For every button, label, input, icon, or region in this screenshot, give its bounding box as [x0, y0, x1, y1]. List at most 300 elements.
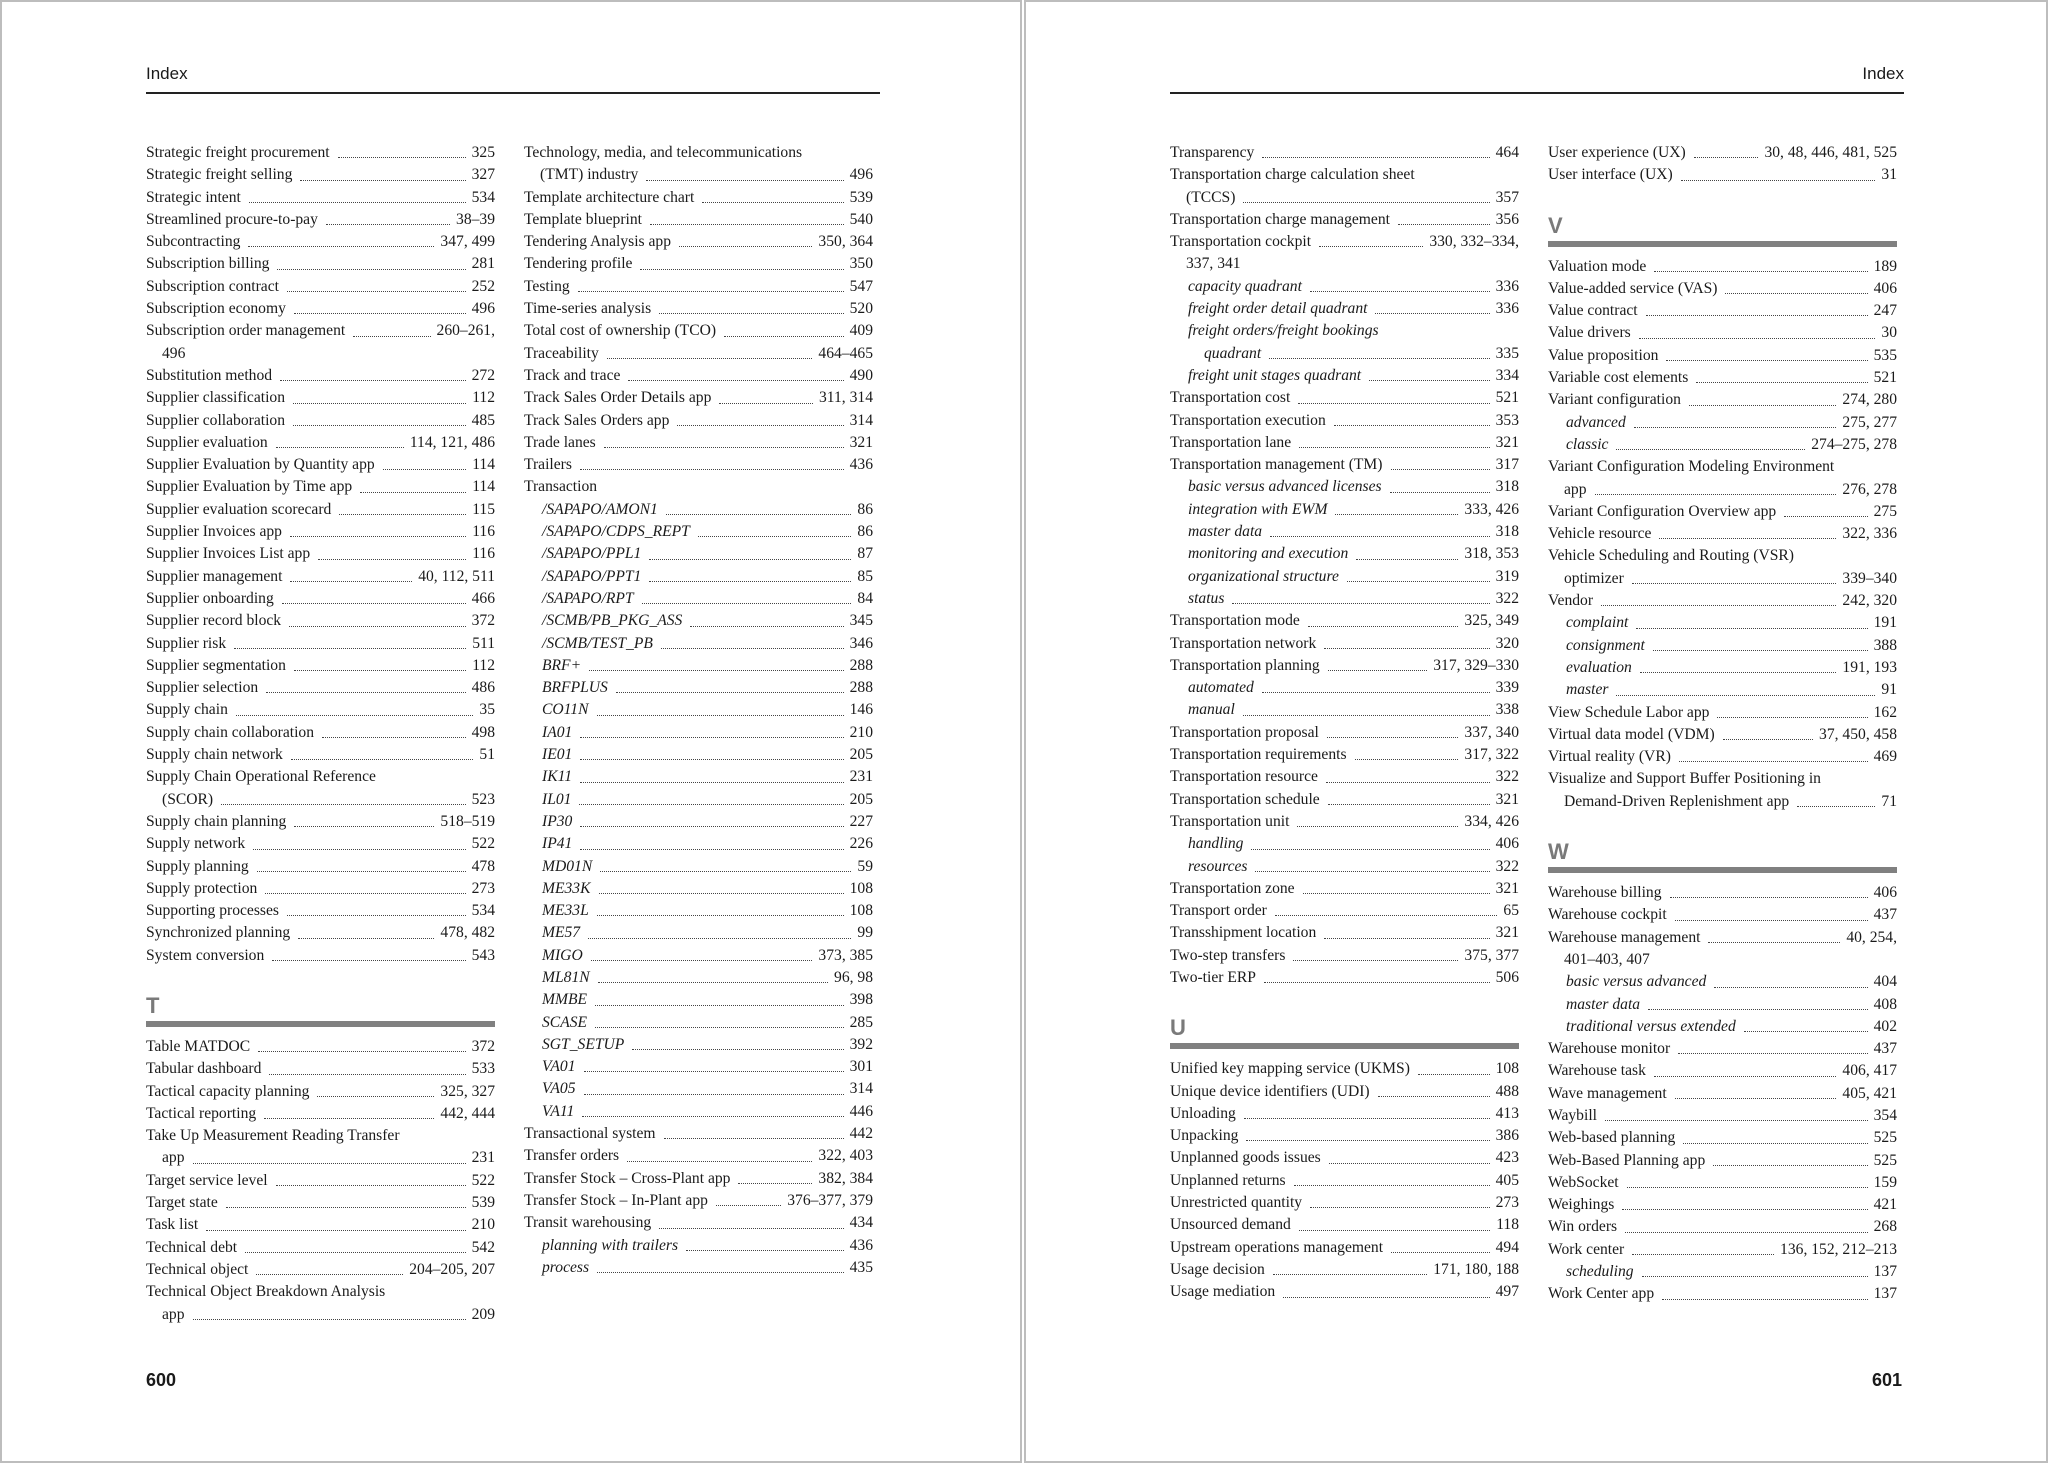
dot-leader	[317, 1096, 434, 1097]
dot-leader	[666, 514, 852, 515]
index-term: Subscription order management	[146, 322, 346, 340]
dot-leader	[719, 403, 813, 404]
index-entry	[524, 209, 873, 231]
index-entry	[1170, 1214, 1519, 1236]
dot-leader	[1744, 1031, 1868, 1032]
page-reference: 533	[471, 1060, 495, 1078]
index-entry	[1548, 523, 1897, 545]
dot-leader	[607, 358, 813, 359]
index-term: consignment	[1566, 636, 1645, 654]
dot-leader	[258, 1051, 465, 1052]
index-subentry	[1170, 499, 1519, 521]
index-term: Wave management	[1548, 1084, 1667, 1102]
page-reference: 91	[1881, 681, 1897, 699]
index-entry	[1170, 231, 1519, 253]
index-entry	[524, 387, 873, 409]
page-reference: 386	[1495, 1127, 1519, 1145]
index-term: Supplier Evaluation by Quantity app	[146, 456, 375, 474]
index-term: Work Center app	[1548, 1285, 1655, 1303]
page-reference: 539	[849, 188, 873, 206]
dot-leader	[702, 202, 843, 203]
index-term: Tendering profile	[524, 255, 633, 273]
page-reference: 334	[1495, 366, 1519, 384]
index-subentry	[1170, 365, 1519, 387]
index-entry	[1548, 1172, 1897, 1194]
page-reference: 114	[472, 478, 495, 496]
index-term: Supplier evaluation scorecard	[146, 500, 332, 518]
page-reference: 35	[479, 701, 495, 719]
page-reference: 210	[471, 1216, 495, 1234]
page-reference: 247	[1873, 302, 1897, 320]
index-entry	[1170, 900, 1519, 922]
page-reference: 322	[1495, 589, 1519, 607]
index-entry	[1548, 456, 1897, 478]
index-entry	[146, 566, 495, 588]
index-entry	[1548, 479, 1897, 501]
dot-leader	[595, 1005, 844, 1006]
dot-leader	[277, 269, 465, 270]
page-reference: 497	[1495, 1283, 1519, 1301]
dot-leader	[1327, 737, 1459, 738]
index-term: MIGO	[542, 946, 583, 964]
dot-leader	[1246, 1140, 1489, 1141]
index-term: Transport order	[1170, 902, 1267, 920]
index-entry	[146, 1147, 495, 1169]
index-term: /SAPAPO/PPL1	[542, 545, 642, 563]
index-term: classic	[1566, 435, 1609, 453]
index-entry	[146, 1237, 495, 1259]
index-term: Supplier record block	[146, 612, 282, 630]
index-entry	[1170, 922, 1519, 944]
index-term: Subscription billing	[146, 255, 270, 273]
index-entry	[146, 811, 495, 833]
dot-leader	[580, 826, 843, 827]
page-reference: 146	[849, 701, 873, 719]
index-column	[146, 142, 495, 1326]
index-term: Technical object	[146, 1260, 249, 1278]
page-reference: 191, 193	[1842, 658, 1897, 676]
index-term: Target state	[146, 1194, 218, 1212]
page-reference: 99	[857, 924, 873, 942]
index-entry	[1170, 142, 1519, 164]
page-reference: 345	[849, 612, 873, 630]
index-term: Supplier Invoices app	[146, 523, 282, 541]
index-entry	[524, 231, 873, 253]
page-reference: 322	[1495, 768, 1519, 786]
index-term: (SCOR)	[162, 790, 214, 808]
index-term: Value contract	[1548, 302, 1638, 320]
dot-leader	[257, 871, 466, 872]
page-reference: 205	[849, 790, 873, 808]
index-subentry	[524, 922, 873, 944]
page-reference: 108	[1495, 1060, 1519, 1078]
dot-leader	[226, 1207, 466, 1208]
index-term: VA05	[542, 1080, 576, 1098]
page-reference: 311, 314	[819, 389, 873, 407]
index-term: Variable cost elements	[1548, 369, 1689, 387]
page-reference: 406	[1873, 279, 1897, 297]
page-reference: 435	[849, 1258, 873, 1276]
index-term: app	[162, 1305, 185, 1323]
dot-leader	[383, 469, 467, 470]
index-term: Warehouse cockpit	[1548, 906, 1667, 924]
page-reference: 534	[471, 188, 495, 206]
page-reference: 335	[1495, 344, 1519, 362]
index-entry	[146, 833, 495, 855]
index-entry	[146, 365, 495, 387]
dot-leader	[1670, 897, 1868, 898]
index-subentry	[1170, 566, 1519, 588]
dot-leader	[276, 1185, 466, 1186]
dot-leader	[265, 893, 465, 894]
index-entry	[524, 343, 873, 365]
index-term: Transportation execution	[1170, 411, 1326, 429]
index-term: freight unit stages quadrant	[1188, 366, 1362, 384]
index-term: IL01	[542, 790, 572, 808]
index-term: Vehicle Scheduling and Routing (VSR)	[1548, 547, 1795, 565]
page-reference: 436	[849, 1236, 873, 1254]
index-entry	[1170, 187, 1519, 209]
dot-leader	[1355, 759, 1459, 760]
index-term: Unique device identifiers (UDI)	[1170, 1082, 1370, 1100]
page-number: 600	[146, 1370, 177, 1390]
index-entry	[1170, 610, 1519, 632]
page-reference: 275, 277	[1842, 413, 1897, 431]
page-reference: 535	[1873, 346, 1897, 364]
dot-leader	[1662, 1299, 1867, 1300]
dot-leader	[1627, 1187, 1868, 1188]
index-subentry	[1170, 343, 1519, 365]
page-reference: 356	[1495, 210, 1519, 228]
page-reference: 347, 499	[440, 233, 495, 251]
page-reference: 404	[1873, 973, 1897, 991]
page-reference: 51	[479, 746, 495, 764]
index-subentry	[524, 588, 873, 610]
index-entry	[1548, 927, 1897, 949]
index-term: Synchronized planning	[146, 924, 291, 942]
dot-leader	[1347, 581, 1490, 582]
index-term: Total cost of ownership (TCO)	[524, 322, 717, 340]
index-entry	[1548, 1105, 1897, 1127]
dot-leader	[1689, 405, 1836, 406]
index-term: /SAPAPO/RPT	[542, 589, 634, 607]
dot-leader	[661, 648, 844, 649]
index-term: master	[1566, 681, 1609, 699]
index-entry	[146, 454, 495, 476]
index-entry	[524, 320, 873, 342]
index-column	[1170, 142, 1519, 1304]
dot-leader	[1319, 246, 1423, 247]
section-letter: U	[1170, 1015, 1519, 1049]
dot-leader	[640, 269, 843, 270]
index-term: Trailers	[524, 456, 572, 474]
index-subentry	[1170, 476, 1519, 498]
index-term: Virtual data model (VDM)	[1548, 725, 1715, 743]
page-reference: 209	[471, 1305, 495, 1323]
dot-leader	[1244, 1118, 1490, 1119]
index-term: Tactical reporting	[146, 1104, 257, 1122]
page-reference: 260–261,	[436, 322, 495, 340]
page-reference: 159	[1873, 1173, 1897, 1191]
index-term: VA01	[542, 1058, 576, 1076]
page-reference: 319	[1495, 567, 1519, 585]
page-reference: 276, 278	[1842, 480, 1897, 498]
dot-leader	[1694, 157, 1759, 158]
index-entry	[1548, 1038, 1897, 1060]
dot-leader	[582, 1116, 843, 1117]
index-term: Transfer Stock – Cross-Plant app	[524, 1169, 731, 1187]
page-reference: 353	[1495, 411, 1519, 429]
dot-leader	[1675, 920, 1868, 921]
index-entry	[524, 276, 873, 298]
index-entry	[146, 298, 495, 320]
dot-leader	[234, 648, 466, 649]
page-reference: 137	[1873, 1285, 1897, 1303]
page-reference: 252	[471, 277, 495, 295]
dot-leader	[580, 849, 843, 850]
index-subentry	[1548, 1261, 1897, 1283]
index-entry	[1548, 768, 1897, 790]
index-entry	[146, 1304, 495, 1326]
index-term: Transportation charge management	[1170, 210, 1390, 228]
dot-leader	[1683, 1143, 1867, 1144]
dot-leader	[649, 581, 851, 582]
index-subentry	[1548, 612, 1897, 634]
index-term: Transportation resource	[1170, 768, 1318, 786]
page-reference: 327	[471, 166, 495, 184]
index-term: Track Sales Orders app	[524, 411, 670, 429]
index-entry	[1170, 1147, 1519, 1169]
dot-leader	[249, 202, 466, 203]
index-entry	[524, 410, 873, 432]
page-reference: 321	[1495, 924, 1519, 942]
index-entry	[146, 900, 495, 922]
index-term: Weighings	[1548, 1196, 1615, 1214]
index-entry	[146, 253, 495, 275]
index-term: User interface (UX)	[1548, 166, 1673, 184]
page-reference: 346	[849, 634, 873, 652]
index-entry	[146, 1058, 495, 1080]
page-reference: 38–39	[456, 210, 495, 228]
page-reference: 350	[849, 255, 873, 273]
index-term: Unsourced demand	[1170, 1216, 1291, 1234]
index-entry	[1548, 746, 1897, 768]
page-reference: 464	[1495, 144, 1519, 161]
page-reference: 372	[471, 1037, 495, 1055]
index-entry	[1548, 1150, 1897, 1172]
index-entry	[146, 945, 495, 967]
dot-leader	[584, 1071, 844, 1072]
dot-leader	[632, 1049, 843, 1050]
dot-leader	[1634, 427, 1837, 428]
dot-leader	[1275, 915, 1498, 916]
dot-leader	[1255, 871, 1489, 872]
index-subentry	[524, 722, 873, 744]
page-reference: 498	[471, 723, 495, 741]
dot-leader	[600, 871, 851, 872]
dot-leader	[642, 603, 852, 604]
index-term: complaint	[1566, 614, 1629, 632]
dot-leader	[1654, 1076, 1837, 1077]
index-term: Unpacking	[1170, 1127, 1239, 1145]
index-entry	[524, 164, 873, 186]
page-reference: 413	[1495, 1104, 1519, 1122]
page-reference: 337, 340	[1464, 723, 1519, 741]
page-reference: 118	[1496, 1216, 1519, 1234]
index-term: /SCMB/PB_PKG_ASS	[542, 612, 683, 630]
index-term: Win orders	[1548, 1218, 1618, 1236]
index-entry	[146, 276, 495, 298]
index-entry	[146, 878, 495, 900]
page-reference: 321	[1495, 433, 1519, 451]
index-term: Transparency	[1170, 144, 1255, 161]
page-reference: 520	[849, 300, 873, 318]
dot-leader	[1303, 893, 1490, 894]
dot-leader	[591, 960, 813, 961]
page-reference: 108	[849, 902, 873, 920]
page-reference: 321	[1495, 879, 1519, 897]
dot-leader	[298, 938, 434, 939]
index-term: Technical debt	[146, 1238, 238, 1256]
page-reference: 423	[1495, 1149, 1519, 1167]
index-term: Testing	[524, 277, 570, 295]
page-reference: 388	[1873, 636, 1897, 654]
page-reference: 115	[472, 500, 495, 518]
dot-leader	[738, 1183, 812, 1184]
dot-leader	[1329, 1163, 1490, 1164]
section-letter: T	[146, 993, 495, 1027]
dot-leader	[326, 224, 450, 225]
dot-leader	[1328, 670, 1428, 671]
index-subentry	[1548, 635, 1897, 657]
page-reference: 496	[849, 166, 873, 184]
index-entry	[146, 588, 495, 610]
index-entry	[1548, 501, 1897, 523]
index-term: Supply network	[146, 835, 246, 853]
index-entry	[146, 677, 495, 699]
page-reference: 274–275, 278	[1811, 435, 1897, 453]
index-entry	[146, 610, 495, 632]
page-reference: 231	[471, 1149, 495, 1167]
index-subentry	[524, 1078, 873, 1100]
index-entry	[524, 1212, 873, 1234]
page-reference: 334, 426	[1464, 812, 1519, 830]
dot-leader	[649, 559, 851, 560]
index-subentry	[1170, 856, 1519, 878]
page-reference: 446	[849, 1102, 873, 1120]
index-entry	[1548, 1194, 1897, 1216]
index-term: Warehouse task	[1548, 1062, 1646, 1080]
index-entry	[1548, 568, 1897, 590]
dot-leader	[584, 1094, 844, 1095]
page-reference: 488	[1495, 1082, 1519, 1100]
dot-leader	[1622, 1209, 1867, 1210]
dot-leader	[193, 1319, 466, 1320]
dot-leader	[1646, 315, 1868, 316]
index-term: Transportation requirements	[1170, 746, 1347, 764]
index-term: freight order detail quadrant	[1188, 300, 1368, 318]
index-term: monitoring and execution	[1188, 545, 1349, 563]
index-entry	[146, 856, 495, 878]
dot-leader	[236, 715, 474, 716]
index-term: ME33L	[542, 902, 589, 920]
index-entry	[1170, 1192, 1519, 1214]
index-term: IK11	[542, 768, 573, 786]
page-reference: 521	[1873, 369, 1897, 387]
dot-leader	[616, 692, 844, 693]
page-reference: 534	[471, 902, 495, 920]
dot-leader	[580, 759, 843, 760]
index-term: Trade lanes	[524, 433, 596, 451]
index-term: Transportation proposal	[1170, 723, 1319, 741]
index-term: User experience (UX)	[1548, 144, 1686, 161]
page-reference: 339	[1495, 679, 1519, 697]
page-reference: 114	[472, 456, 495, 474]
dot-leader	[604, 447, 844, 448]
index-entry	[146, 499, 495, 521]
index-subentry	[524, 1056, 873, 1078]
dot-leader	[627, 1161, 812, 1162]
index-subentry	[524, 989, 873, 1011]
page-reference: 325, 327	[440, 1082, 495, 1100]
page-reference: 523	[471, 790, 495, 808]
index-entry	[1548, 882, 1897, 904]
index-entry	[146, 209, 495, 231]
page-reference: 506	[1495, 968, 1519, 986]
page-reference: 436	[849, 456, 873, 474]
index-entry	[524, 365, 873, 387]
dot-leader	[287, 291, 466, 292]
dot-leader	[1639, 338, 1876, 339]
dot-leader	[1595, 494, 1837, 495]
page-reference: 274, 280	[1842, 391, 1897, 409]
page-reference: 40, 112, 511	[418, 567, 495, 585]
index-term: Unrestricted quantity	[1170, 1194, 1303, 1212]
page-reference: 59	[857, 857, 873, 875]
index-term: evaluation	[1566, 658, 1632, 676]
index-entry	[1548, 164, 1897, 186]
index-term: Visualize and Support Buffer Positioning in	[1548, 770, 1821, 788]
index-entry	[146, 142, 495, 164]
index-entry	[146, 744, 495, 766]
index-term: Vehicle resource	[1548, 525, 1652, 543]
index-entry	[146, 432, 495, 454]
page-reference: 226	[849, 835, 873, 853]
index-subentry	[1548, 994, 1897, 1016]
index-term: manual	[1188, 701, 1235, 719]
index-subentry	[1170, 320, 1519, 342]
page-reference: 322, 336	[1842, 525, 1897, 543]
dot-leader	[1378, 1096, 1490, 1097]
index-term: Supply protection	[146, 879, 258, 897]
index-entry	[146, 633, 495, 655]
page-reference: 288	[849, 656, 873, 674]
index-term: IP41	[542, 835, 573, 853]
index-term: advanced	[1566, 413, 1626, 431]
index-entry	[146, 476, 495, 498]
index-entry	[1548, 949, 1897, 971]
section-letter: V	[1548, 213, 1897, 247]
page-reference: 162	[1873, 703, 1897, 721]
page-reference: 485	[471, 411, 495, 429]
dot-leader	[1681, 180, 1876, 181]
index-term: Subscription contract	[146, 277, 279, 295]
index-subentry	[524, 1235, 873, 1257]
index-entry	[146, 766, 495, 788]
index-entry	[1548, 791, 1897, 813]
index-term: Strategic freight procurement	[146, 144, 330, 161]
page-reference: 338	[1495, 701, 1519, 719]
